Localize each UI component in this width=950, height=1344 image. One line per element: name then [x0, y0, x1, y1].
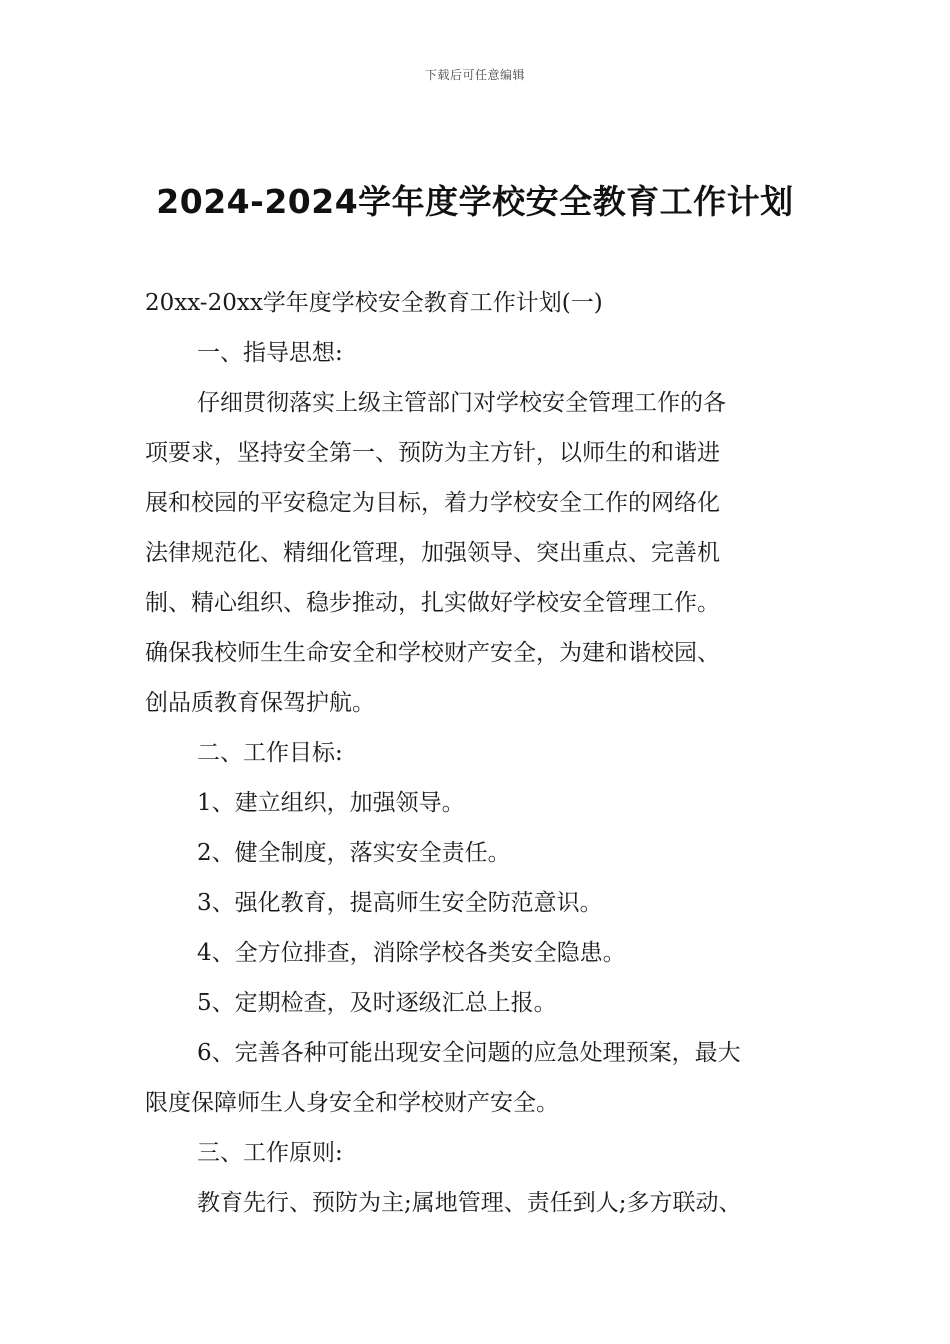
text-line: 2、健全制度，落实安全责任。: [197, 840, 511, 866]
text-line: 二、工作目标:: [197, 740, 343, 766]
header-note: 下载后可任意编辑: [424, 68, 525, 82]
text-line: 仔细贯彻落实上级主管部门对学校安全管理工作的各: [197, 390, 726, 416]
document-body: [145, 278, 835, 1228]
text-line: 法律规范化、精细化管理，加强领导、突出重点、完善机: [145, 540, 720, 566]
text-line: 创品质教育保驾护航。: [145, 690, 375, 716]
text-line: 4、全方位排查，消除学校各类安全隐患。: [197, 940, 626, 966]
text-line: 1、建立组织，加强领导。: [197, 790, 465, 816]
text-line: 制、精心组织、稳步推动，扎实做好学校安全管理工作。: [145, 590, 720, 616]
text-line: 3、强化教育，提高师生安全防范意识。: [197, 890, 603, 916]
text-line: 一、指导思想:: [197, 340, 343, 366]
text-line: 确保我校师生生命安全和学校财产安全，为建和谐校园、: [145, 640, 720, 666]
text-line: 限度保障师生人身安全和学校财产安全。: [145, 1090, 559, 1116]
text-line: 20xx-20xx学年度学校安全教育工作计划(一): [145, 290, 603, 316]
text-line: 展和校园的平安稳定为目标，着力学校安全工作的网络化: [145, 490, 720, 516]
text-line: 6、完善各种可能出现安全问题的应急处理预案，最大: [197, 1040, 741, 1066]
text-line: 教育先行、预防为主;属地管理、责任到人;多方联动、: [197, 1190, 742, 1216]
text-line: 三、工作原则:: [197, 1140, 343, 1166]
text-line: 项要求，坚持安全第一、预防为主方针，以师生的和谐进: [145, 440, 720, 466]
text-line: 5、定期检查，及时逐级汇总上报。: [197, 990, 557, 1016]
document-title: 2024-2024学年度学校安全教育工作计划: [156, 182, 794, 221]
